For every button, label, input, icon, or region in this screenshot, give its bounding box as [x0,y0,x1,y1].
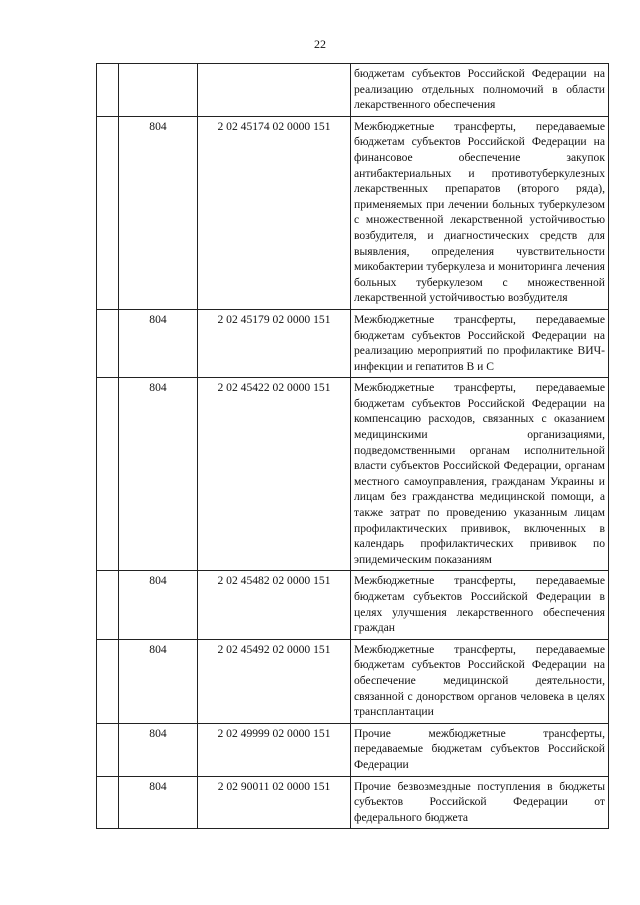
budget-code-cell: 2 02 45179 02 0000 151 [198,309,351,377]
budget-code-cell: 2 02 90011 02 0000 151 [198,776,351,829]
budget-code-cell [198,64,351,117]
table-row [97,64,609,117]
blank-cell [97,116,119,309]
blank-cell [97,571,119,639]
budget-code-cell: 2 02 45482 02 0000 151 [198,571,351,639]
table-row [97,776,609,829]
description-cell: Прочие межбюджетные трансферты, передаваемые бюджетам субъектов Российской Федерации [351,723,609,776]
admin-code-cell: 804 [119,776,198,829]
blank-cell [97,723,119,776]
admin-code-cell: 804 [119,378,198,571]
page-number: 22 [314,37,326,51]
blank-cell [97,378,119,571]
budget-code-cell: 2 02 45174 02 0000 151 [198,116,351,309]
blank-cell [97,639,119,723]
table-row [97,723,609,776]
admin-code-cell: 804 [119,571,198,639]
admin-code-cell: 804 [119,723,198,776]
admin-code-cell [119,64,198,117]
description-cell: Межбюджетные трансферты, передаваемые бюджетам субъектов Российской Федерации в целях улучшения лекарственного обеспечения граждан [351,571,609,639]
description-cell: бюджетам субъектов Российской Федерации на реализацию отдельных полномочий в области лекарственного обеспечения [351,64,609,117]
table-row [97,378,609,571]
admin-code-cell: 804 [119,309,198,377]
budget-codes-table [96,63,609,829]
table-row [97,116,609,309]
description-cell: Прочие безвозмездные поступления в бюджеты субъектов Российской Федерации от федерального бюджета [351,776,609,829]
budget-code-cell: 2 02 49999 02 0000 151 [198,723,351,776]
blank-cell [97,309,119,377]
budget-code-cell: 2 02 45492 02 0000 151 [198,639,351,723]
table-row [97,639,609,723]
description-cell: Межбюджетные трансферты, передаваемые бюджетам субъектов Российской Федерации на реализацию мероприятий по профилактике ВИЧ-инфекции и гепатитов B и C [351,309,609,377]
admin-code-cell: 804 [119,116,198,309]
admin-code-cell: 804 [119,639,198,723]
description-cell: Межбюджетные трансферты, передаваемые бюджетам субъектов Российской Федерации на обеспечение медицинской деятельности, связанной с донорством органов человека в целях трансплантации [351,639,609,723]
budget-code-cell: 2 02 45422 02 0000 151 [198,378,351,571]
blank-cell [97,64,119,117]
blank-cell [97,776,119,829]
table-row [97,309,609,377]
description-cell: Межбюджетные трансферты, передаваемые бюджетам субъектов Российской Федерации на финансовое обеспечение закупок антибактериальных и противотуберкулезных лекарственных препаратов (второго ряда), применяемых при лечении больных туберкулезом с множественной лекарственной устойчивостью возбудителя, и диагностических средств для выявления, определения чувствительности микобактерии туберкулеза и мониторинга лечения больных туберкулезом с множественной лекарственной устойчивостью возбудителя [351,116,609,309]
table-row [97,571,609,639]
description-cell: Межбюджетные трансферты, передаваемые бюджетам субъектов Российской Федерации на компенсацию расходов, связанных с оказанием медицинскими организациями, подведомственными органам исполнительной власти субъектов Российской Федерации, органам местного самоуправления, гражданам Украины и лицам без гражданства медицинской помощи, а также затрат по проведению указанным лицам профилактических прививок, включенных в календарь профилактических прививок по эпидемическим показаниям [351,378,609,571]
